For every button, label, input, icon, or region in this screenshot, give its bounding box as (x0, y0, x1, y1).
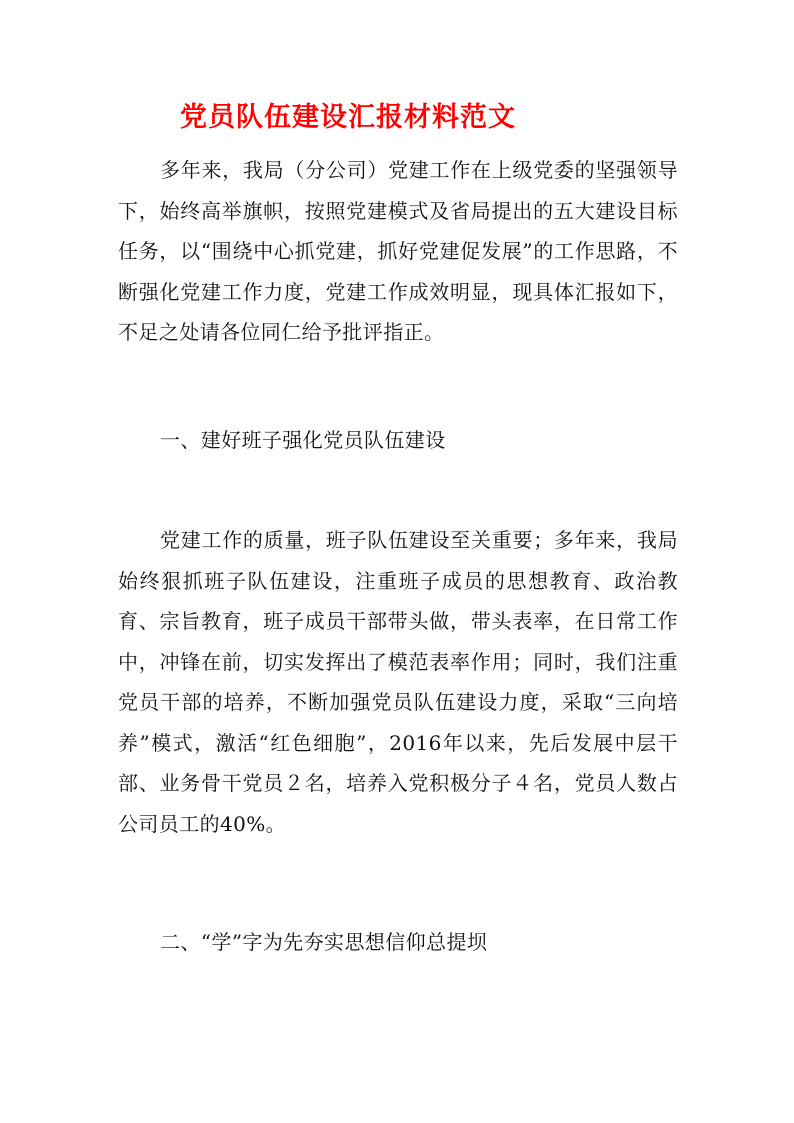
document-title: 党员队伍建设汇报材料范文 (180, 102, 516, 133)
section-heading-1: 一、建好班子强化党员队伍建设 (160, 428, 446, 452)
intro-paragraph: 多年来，我局（分公司）党建工作在上级党委的坚强领导下，始终高举旗帜，按照党建模式及省局提出的五大建设目标任务，以“围绕中心抓党建，抓好党建促发展”的工作思路，不断强化党建工作力度，党建工作成效明显，现具体汇报如下，不足之处请各位同仁给予批评指正。 (118, 158, 678, 344)
section-1-paragraph: 党建工作的质量，班子队伍建设至关重要；多年来，我局始终狠抓班子队伍建设，注重班子成员的思想教育、政治教育、宗旨教育，班子成员干部带头做，带头表率，在日常工作中，冲锋在前，切实发挥出了模范表率作用；同时，我们注重党员干部的培养，不断加强党员队伍建设力度，采取“三向培养”模式，激活“红色细胞”，2016年以来，先后发展中层干部、业务骨干党员２名，培养入党积极分子４名，党员人数占公司员工的40%。 (118, 528, 678, 836)
section-heading-2: 二、“学”字为先夯实思想信仰总提坝 (160, 930, 488, 954)
